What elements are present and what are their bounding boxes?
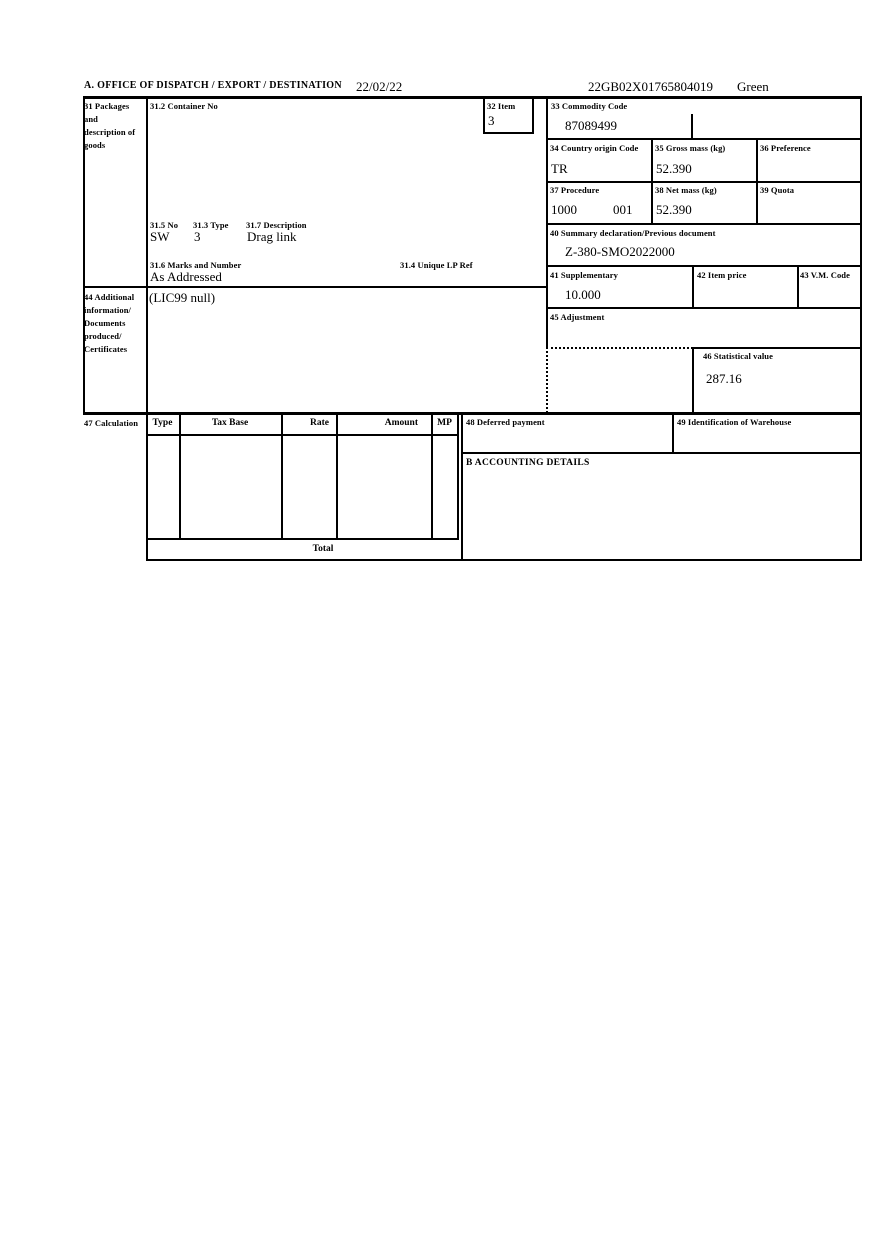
accounting-left-border (461, 412, 463, 561)
box-34-label: 34 Country origin Code (550, 143, 639, 153)
line-calc-body-bottom (146, 538, 459, 540)
net-mass-value: 52.390 (656, 202, 692, 217)
dotted-line-45-bottom (546, 347, 693, 349)
box-31-3-label: 31.3 Type (193, 220, 229, 230)
supplementary-value: 10.000 (565, 287, 601, 302)
additional-information-value: (LIC99 null) (149, 290, 216, 305)
calc-header-amount: Amount (384, 418, 418, 428)
calc-divider-rate (336, 412, 338, 540)
line-31-44-separator (83, 286, 546, 288)
divider-35-36 (756, 138, 758, 225)
divider-34-35 (651, 138, 653, 225)
center-divider (546, 96, 548, 349)
calc-header-rate: Rate (310, 418, 329, 428)
calc-divider-taxbase (281, 412, 283, 540)
box-31-5-label: 31.5 No (150, 220, 179, 230)
calc-total-label: Total (312, 544, 334, 554)
line-41-row-bottom (546, 307, 862, 309)
box-35-label: 35 Gross mass (kg) (655, 143, 726, 153)
line-48-49-bottom (461, 452, 862, 454)
box-32-left-border (483, 96, 485, 134)
statistical-value: 287.16 (706, 371, 742, 386)
office-of-dispatch-label: A. OFFICE OF DISPATCH / EXPORT / DESTINATION (84, 80, 342, 91)
box-41-label: 41 Supplementary (550, 270, 618, 280)
calc-divider-amount (431, 412, 433, 540)
marks-and-number-value: As Addressed (150, 269, 222, 284)
box-46-left-border (692, 347, 694, 413)
line-37-row-bottom (546, 223, 862, 225)
calc-divider-type (179, 412, 181, 540)
form-bottom-border (146, 559, 862, 561)
dotted-center-divider (546, 347, 548, 413)
procedure-value-2: 001 (613, 202, 633, 217)
box-47-label: 47 Calculation (84, 418, 139, 428)
line-34-row-bottom (546, 181, 862, 183)
box-37-label: 37 Procedure (550, 185, 600, 195)
procedure-value-1: 1000 (551, 202, 577, 217)
box-31-2-label: 31.2 Container No (150, 101, 218, 111)
calc-header-mp: MP (437, 418, 452, 428)
box-45-label: 45 Adjustment (550, 312, 605, 322)
calc-header-type: Type (152, 418, 173, 428)
box-33-tick-divider (691, 114, 693, 140)
box-32-right-border (532, 96, 534, 134)
routing-status: Green (737, 79, 769, 94)
box-31-7-label: 31.7 Description (246, 220, 307, 230)
item-number-value: 3 (488, 113, 495, 128)
box-49-label: 49 Identification of Warehouse (677, 417, 792, 427)
box-31-label: 31 Packages and description of goods (84, 101, 136, 150)
calc-table-right-border (457, 412, 459, 540)
box-40-label: 40 Summary declaration/Previous document (550, 228, 716, 238)
line-46-top (693, 347, 862, 349)
box-42-label: 42 Item price (697, 270, 747, 280)
box-31-4-label: 31.4 Unique LP Ref (400, 260, 473, 270)
divider-42-43 (797, 265, 799, 309)
form-mid-border (83, 412, 862, 415)
line-calc-header-bottom (146, 434, 459, 436)
package-no-value: SW (150, 229, 170, 244)
line-40-bottom (546, 265, 862, 267)
gross-mass-value: 52.390 (656, 161, 692, 176)
line-32-box-bottom (483, 132, 534, 134)
divider-41-42 (692, 265, 694, 309)
box-36-label: 36 Preference (760, 143, 811, 153)
package-type-value: 3 (194, 229, 201, 244)
line-33-bottom (546, 138, 862, 140)
previous-document-value: Z-380-SMO2022000 (565, 244, 675, 259)
box-31-6-label: 31.6 Marks and Number (150, 260, 242, 270)
form-right-border (860, 96, 862, 561)
form-top-border (83, 96, 862, 99)
box-44-label: 44 Additional information/ Documents produced/ Certificates (84, 292, 135, 354)
accounting-details-label: B ACCOUNTING DETAILS (466, 458, 590, 468)
box-48-label: 48 Deferred payment (466, 417, 545, 427)
box-43-label: 43 V.M. Code (800, 270, 851, 280)
box-46-label: 46 Statistical value (703, 351, 773, 361)
label-column-divider (146, 96, 148, 561)
entry-number: 22GB02X01765804019 (588, 79, 713, 94)
divider-48-49 (672, 412, 674, 454)
box-33-label: 33 Commodity Code (551, 101, 628, 111)
box-38-label: 38 Net mass (kg) (655, 185, 717, 195)
commodity-code-value: 87089499 (565, 118, 617, 133)
declaration-date: 22/02/22 (356, 79, 403, 94)
goods-description-value: Drag link (247, 229, 297, 244)
country-origin-value: TR (551, 161, 568, 176)
box-32-label: 32 Item (487, 101, 516, 111)
box-39-label: 39 Quota (760, 185, 795, 195)
calc-header-tax-base: Tax Base (211, 418, 249, 428)
